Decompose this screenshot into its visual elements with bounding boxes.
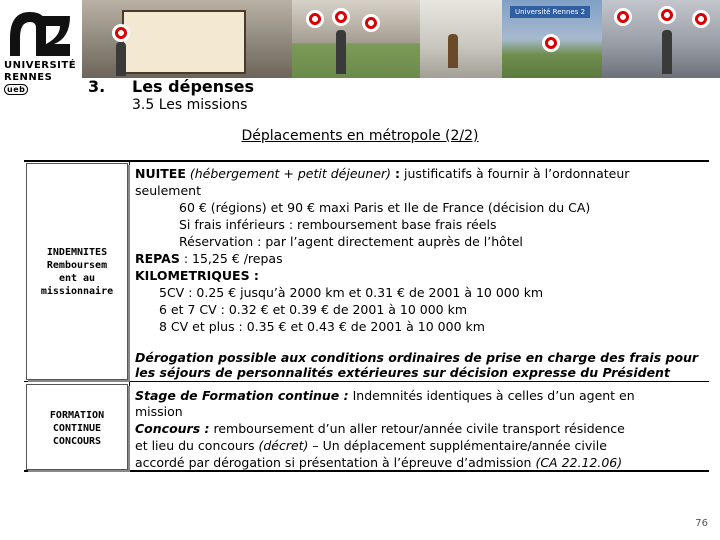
- target-icon: [306, 10, 324, 28]
- section-title: Déplacements en métropole (2/2): [241, 128, 479, 144]
- nuitee-rate: 60 € (régions) et 90 € maxi Paris et Ile de France (décision du CA): [179, 200, 591, 215]
- concours-line-2: [135, 438, 607, 455]
- logo-wordmark: [4, 60, 78, 96]
- logo-mark-icon: [6, 8, 74, 60]
- concours-label: Concours :: [135, 421, 210, 436]
- banner-photo-campus: [292, 0, 420, 78]
- person-figure: [662, 30, 672, 74]
- formation-label-line: CONCOURS: [52, 436, 102, 447]
- target-icon: [692, 10, 710, 28]
- derogation-note: Dérogation possible aux conditions ordinaires de prise en charge des frais pour les séjours de personnalités extérieures sur décision expresse du Président: [135, 350, 699, 380]
- nuitee-reservation: Réservation : par l’agent directement auprès de l’hôtel: [179, 234, 523, 249]
- km-rate-8cv: 8 CV et plus : 0.35 € et 0.43 € de 2001 à 10 000 km: [159, 319, 485, 334]
- person-figure: [448, 34, 458, 68]
- indemnites-label-line: INDEMNITES: [46, 247, 108, 258]
- concours-text-part: accordé par dérogation si présentation à l’épreuve d’admission: [135, 455, 532, 470]
- logo-line-1: UNIVERSITÉ: [4, 60, 77, 71]
- target-icon: [362, 14, 380, 32]
- page-subtitle: 3.5 Les missions: [132, 97, 248, 113]
- concours-text-part: et lieu du concours: [135, 438, 255, 453]
- nuitee-colon: :: [395, 166, 401, 181]
- target-icon: [112, 24, 130, 42]
- formation-label-line: FORMATION: [49, 410, 105, 421]
- logo-badge: ueb: [4, 84, 28, 95]
- formation-label-line: CONTINUE: [52, 423, 102, 434]
- table-column-divider: [129, 160, 130, 470]
- formation-label: [31, 409, 123, 448]
- indemnites-label-line: Remboursem: [46, 260, 108, 271]
- concours-ref: (CA 22.12.06): [535, 455, 623, 470]
- repas-label: REPAS: [135, 251, 180, 266]
- km-rate-6-7cv: 6 et 7 CV : 0.32 € et 0.39 € de 2001 à 10 000 km: [159, 302, 468, 317]
- stage-text: Indemnités identiques à celles d’un agent en: [352, 388, 635, 403]
- indemnites-label-line: ent au: [58, 273, 96, 284]
- logo-line-2: RENNES ueb: [4, 72, 53, 94]
- indemnites-label-line: missionnaire: [40, 286, 114, 297]
- building-sign: Université Rennes 2: [510, 6, 590, 18]
- banner-photo-building: [502, 0, 602, 78]
- km-rate-5cv: 5CV : 0.25 € jusqu’à 2000 km et 0.31 € de 2001 à 10 000 km: [159, 285, 544, 300]
- person-figure: [336, 30, 346, 74]
- target-icon: [542, 34, 560, 52]
- person-figure: [116, 42, 126, 76]
- target-icon: [658, 6, 676, 24]
- target-icon: [332, 8, 350, 26]
- concours-text: remboursement d’un aller retour/année civile transport résidence: [213, 421, 625, 436]
- nuitee-text: justificatifs à fournir à l’ordonnateur: [404, 166, 630, 181]
- nuitee-label: NUITEE: [135, 166, 186, 181]
- banner-photo-stage: [82, 0, 292, 78]
- stage-image: [122, 10, 246, 74]
- nuitee-detail: (hébergement + petit déjeuner): [189, 166, 392, 181]
- indemnites-label-box: [26, 163, 128, 380]
- concours-decret: (décret): [258, 438, 309, 453]
- nuitee-lower-costs: Si frais inférieurs : remboursement base frais réels: [179, 217, 497, 232]
- photo-banner: [82, 0, 720, 78]
- concours-line-3: [135, 455, 622, 472]
- stage-line-2: mission: [135, 404, 183, 419]
- repas-line: [135, 251, 283, 268]
- formation-label-box: [26, 384, 128, 470]
- page-title: Les dépenses: [132, 77, 255, 96]
- banner-photo-corridor: [420, 0, 502, 78]
- heading-number: 3.: [88, 77, 106, 96]
- nuitee-line-2: seulement: [135, 183, 201, 198]
- table-middle-rule: [24, 381, 709, 382]
- concours-line-1: [135, 421, 625, 438]
- target-icon: [614, 8, 632, 26]
- university-logo: [2, 6, 78, 94]
- table-top-rule: [24, 160, 709, 162]
- stage-label: Stage de Formation continue :: [135, 388, 349, 403]
- km-label: KILOMETRIQUES :: [135, 268, 259, 283]
- indemnites-label: [31, 246, 123, 298]
- nuitee-line-1: [135, 166, 629, 183]
- banner-photo-hall: [602, 0, 720, 78]
- repas-text: : 15,25 € /repas: [183, 251, 283, 266]
- concours-text-part: – Un déplacement supplémentaire/année civile: [312, 438, 607, 453]
- stage-line-1: [135, 388, 635, 405]
- page-number: 76: [695, 518, 708, 529]
